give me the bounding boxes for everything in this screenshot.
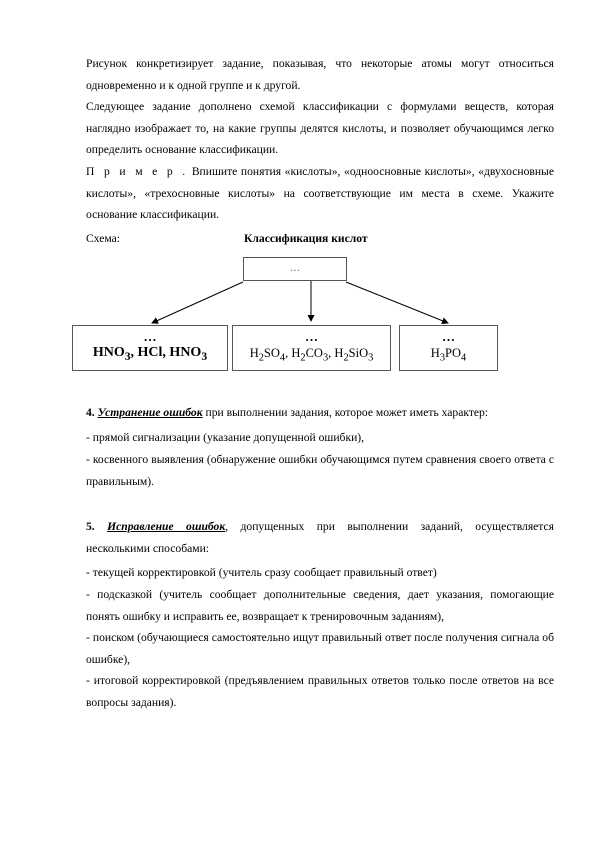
box-formula: $H_2SO_4$, $H_2CO_3$, $H_2SiO_3$ xyxy=(249,346,374,364)
section-4-text: при выполнении задания, которое может иметь характер: xyxy=(202,406,489,419)
section-4-number: 4. xyxy=(86,406,95,419)
section-4-heading: Устранение ошибок xyxy=(97,406,203,419)
section-4-item: - косвенного выявления (обнаружение ошибки обучающимся путем сравнения своего ответа с правильным). xyxy=(86,453,554,488)
scheme-label: Схема: xyxy=(86,232,121,245)
section-5-item: - поиском (обучающиеся самостоятельно ищут правильный ответ после получения сигнала об ошибке), xyxy=(86,631,554,666)
scheme-box-3 xyxy=(399,325,498,371)
section-5-number: 5. xyxy=(86,520,95,533)
paragraph-scheme-description: Следующее задание дополнено схемой классификации с формулами веществ, которая наглядно изображает то, на какие группы делятся кислоты, и позволяет обучающимся легко определить основание классификации. xyxy=(86,100,554,156)
section-5-heading-line xyxy=(86,516,554,559)
arrow-left xyxy=(152,282,243,323)
section-5-item: - итоговой корректировкой (предъявлением правильных ответов только после ответов на все вопросы задания). xyxy=(86,674,554,709)
box-placeholder: … xyxy=(442,329,455,344)
paragraph-example xyxy=(86,161,554,226)
section-5-item: - подсказкой (учитель сообщает дополнительные сведения, дает указания, помогающие понять ошибку и исправить ее, возвращает к тренировочным заданиям), xyxy=(86,588,554,623)
box-formula: $H_3PO_4$ xyxy=(430,346,467,364)
scheme-top-box: … xyxy=(243,257,347,281)
box-formula: $HNO_3$, HCl, $HNO_3$ xyxy=(92,345,208,363)
scheme-title: Классификация кислот xyxy=(244,232,368,245)
section-5-text: , допущенных при выполнении заданий, осуществляется несколькими способами: xyxy=(86,520,554,555)
example-text: Впишите понятия «кислоты», «одноосновные кислоты», «двухосновные кислоты», «трехосновные кислоты» на соответствующие им места в схеме. Укажите основание классификации. xyxy=(86,165,554,221)
section-4-heading-line xyxy=(86,402,554,424)
scheme-box-1 xyxy=(72,325,228,371)
box-placeholder: … xyxy=(143,329,157,344)
section-5-item: - текущей корректировкой (учитель сразу сообщает правильный ответ) xyxy=(86,566,437,579)
scheme-box-2 xyxy=(232,325,391,371)
box-placeholder: … xyxy=(305,329,318,344)
paragraph-intro: Рисунок конкретизирует задание, показывая, что некоторые атомы могут относиться одновременно и к одной группе и к другой. xyxy=(86,57,554,92)
section-4-item: - прямой сигнализации (указание допущенной ошибки), xyxy=(86,431,365,444)
arrow-right xyxy=(346,282,448,323)
section-5-heading: Исправление ошибок xyxy=(107,520,226,533)
example-lead: П р и м е р . xyxy=(86,165,189,178)
